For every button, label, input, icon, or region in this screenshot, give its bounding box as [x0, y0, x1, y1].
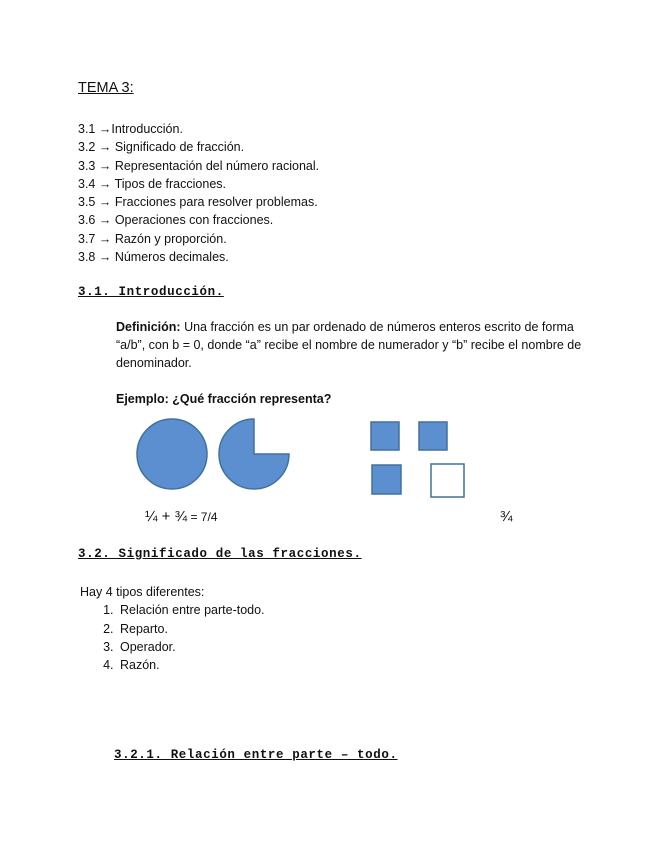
types-list: [80, 601, 265, 674]
table-of-contents: [78, 120, 319, 266]
toc-item: 3.7 → Razón y proporción.: [78, 231, 227, 246]
definition-paragraph: [116, 318, 596, 373]
toc-item: 3.5 → Fracciones para resolver problemas.: [78, 195, 318, 210]
definition-label: Definición:: [116, 320, 181, 334]
list-item: 1. Relación entre parte-todo.: [117, 601, 265, 619]
toc-item: 3.1 →Introducción.: [78, 122, 183, 136]
page-heading: TEMA 3:: [78, 80, 134, 96]
list-item: 4. Razón.: [117, 656, 265, 674]
toc-item: 3.8 → Números decimales.: [78, 250, 229, 265]
example-1-sum: ¼ + ¾: [145, 508, 188, 525]
section-title-introduccion: 3.1. Introducción.: [78, 285, 224, 299]
example-label: Ejemplo: ¿Qué fracción representa?: [116, 392, 332, 406]
whole-circle-shape: [137, 419, 207, 489]
section-title-significado: 3.2. Significado de las fracciones.: [78, 547, 362, 561]
list-item: 2. Reparto.: [117, 620, 265, 638]
example-2-caption: ¾: [500, 508, 513, 525]
toc-item: 3.2 → Significado de fracción.: [78, 140, 245, 155]
example-1-caption: [145, 508, 217, 526]
subsection-title-parte-todo: 3.2.1. Relación entre parte – todo.: [114, 748, 398, 762]
empty-square-shape: [431, 464, 464, 497]
types-intro: Hay 4 tipos diferentes:: [80, 585, 205, 599]
toc-item: 3.3 → Representación del número racional.: [78, 158, 320, 173]
list-item: 3. Operador.: [117, 638, 265, 656]
three-quarter-circle-shape: [219, 419, 289, 489]
definition-text: Una fracción es un par ordenado de números enteros escrito de forma “a/b”, con b = 0, donde “a” recibe el nombre de numerador y “b” recibe el nombre de denominador.: [116, 320, 582, 371]
filled-square-shape: [372, 465, 401, 494]
toc-item: 3.4 → Tipos de fracciones.: [78, 176, 226, 191]
toc-item: 3.6 → Operaciones con fracciones.: [78, 213, 274, 228]
filled-square-shape: [419, 422, 447, 450]
types-block: [80, 583, 265, 674]
example-1-result: = 7/4: [187, 510, 218, 524]
filled-square-shape: [371, 422, 399, 450]
